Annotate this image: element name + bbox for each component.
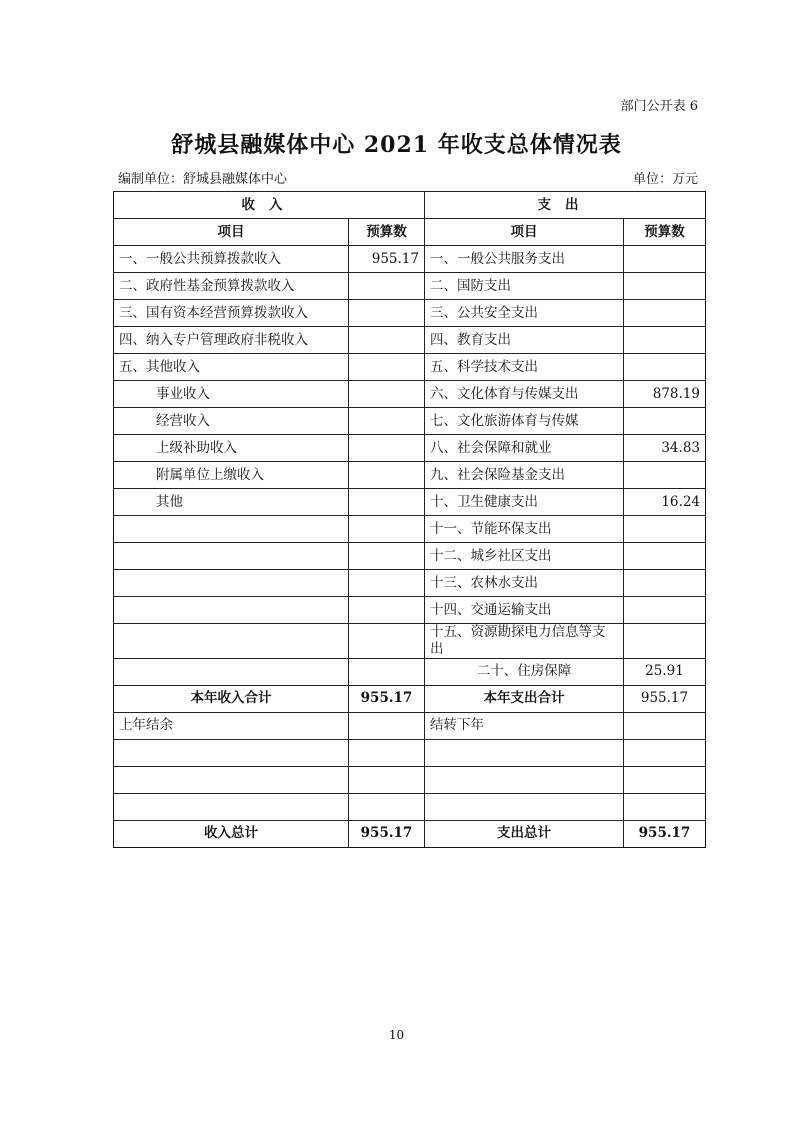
expense-item: 十三、农林水支出 [425, 570, 624, 597]
income-value [349, 435, 425, 462]
year-income-total: 955.17 [349, 685, 425, 712]
income-item: 五、其他收入 [114, 354, 349, 381]
income-value [349, 462, 425, 489]
year-total-row [114, 685, 706, 712]
empty-cell [349, 766, 425, 793]
expense-value: 25.91 [624, 658, 706, 685]
income-item [114, 658, 349, 685]
income-value [349, 327, 425, 354]
table-row [114, 624, 706, 659]
income-grand-total: 955.17 [349, 820, 425, 847]
table-row [114, 408, 706, 435]
expense-item: 一、一般公共服务支出 [425, 246, 624, 273]
empty-cell [349, 739, 425, 766]
income-grand-total-label: 收入总计 [114, 820, 349, 847]
year-expense-total-label: 本年支出合计 [425, 685, 624, 712]
empty-cell [624, 766, 706, 793]
page-title: 舒城县融媒体中心 2021 年收支总体情况表 [171, 132, 622, 158]
expense-value [624, 327, 706, 354]
expense-value [624, 597, 706, 624]
expense-value: 34.83 [624, 435, 706, 462]
expense-value [624, 246, 706, 273]
income-item [114, 570, 349, 597]
table-row [114, 766, 706, 793]
income-item [114, 543, 349, 570]
income-value [349, 273, 425, 300]
table-row [114, 354, 706, 381]
income-value [349, 300, 425, 327]
balance-row [114, 712, 706, 739]
table-row [114, 739, 706, 766]
expense-value [624, 462, 706, 489]
empty-cell [425, 739, 624, 766]
income-value [349, 624, 425, 659]
income-item: 事业收入 [114, 381, 349, 408]
expense-item: 二、国防支出 [425, 273, 624, 300]
expense-item: 九、社会保险基金支出 [425, 462, 624, 489]
expense-item-header: 项目 [425, 219, 624, 246]
page-number: 10 [388, 1028, 405, 1042]
income-item [114, 624, 349, 659]
expense-grand-total: 955.17 [624, 820, 706, 847]
expense-grand-total-label: 支出总计 [425, 820, 624, 847]
budget-table [113, 191, 706, 848]
expense-item: 十四、交通运输支出 [425, 597, 624, 624]
table-row [114, 516, 706, 543]
table-row [114, 570, 706, 597]
table-row [114, 273, 706, 300]
income-item: 上级补助收入 [114, 435, 349, 462]
empty-cell [425, 766, 624, 793]
expense-value: 878.19 [624, 381, 706, 408]
expense-item: 二十、住房保障 [425, 658, 624, 685]
income-item: 一、一般公共预算拨款收入 [114, 246, 349, 273]
column-header-row [114, 219, 706, 246]
empty-cell [114, 739, 349, 766]
expense-value [624, 300, 706, 327]
expense-item: 六、文化体育与传媒支出 [425, 381, 624, 408]
expense-section-header: 支出 [425, 192, 706, 219]
income-item: 三、国有资本经营预算拨款收入 [114, 300, 349, 327]
expense-value [624, 408, 706, 435]
expense-item: 十一、节能环保支出 [425, 516, 624, 543]
expense-value [624, 543, 706, 570]
prev-balance-value [349, 712, 425, 739]
table-row [114, 300, 706, 327]
table-row [114, 489, 706, 516]
income-budget-header: 预算数 [349, 219, 425, 246]
income-value: 955.17 [349, 246, 425, 273]
empty-cell [425, 793, 624, 820]
empty-cell [114, 793, 349, 820]
table-row [114, 381, 706, 408]
income-item-header: 项目 [114, 219, 349, 246]
expense-budget-header: 预算数 [624, 219, 706, 246]
compiling-unit: 编制单位：舒城县融媒体中心 [118, 172, 288, 187]
income-section-header: 收入 [114, 192, 425, 219]
expense-item: 三、公共安全支出 [425, 300, 624, 327]
expense-item: 十二、城乡社区支出 [425, 543, 624, 570]
expense-value [624, 570, 706, 597]
expense-item: 五、科学技术支出 [425, 354, 624, 381]
empty-cell [624, 739, 706, 766]
grand-total-row [114, 820, 706, 847]
income-value [349, 516, 425, 543]
income-value [349, 570, 425, 597]
income-item: 其他 [114, 489, 349, 516]
table-row [114, 543, 706, 570]
income-value [349, 597, 425, 624]
income-item: 二、政府性基金预算拨款收入 [114, 273, 349, 300]
expense-item: 八、社会保障和就业 [425, 435, 624, 462]
prev-balance-label: 上年结余 [114, 712, 349, 739]
expense-item: 四、教育支出 [425, 327, 624, 354]
income-item [114, 516, 349, 543]
expense-item: 十、卫生健康支出 [425, 489, 624, 516]
expense-value [624, 273, 706, 300]
income-value [349, 489, 425, 516]
income-value [349, 381, 425, 408]
income-item: 经营收入 [114, 408, 349, 435]
table-row [114, 327, 706, 354]
table-row [114, 597, 706, 624]
expense-value [624, 354, 706, 381]
table-row [114, 658, 706, 685]
empty-cell [624, 793, 706, 820]
table-row [114, 246, 706, 273]
currency-unit: 单位：万元 [632, 172, 698, 187]
expense-value [624, 516, 706, 543]
empty-cell [349, 793, 425, 820]
income-value [349, 354, 425, 381]
expense-item: 七、文化旅游体育与传媒 [425, 408, 624, 435]
year-expense-total: 955.17 [624, 685, 706, 712]
income-value [349, 658, 425, 685]
table-row [114, 462, 706, 489]
expense-item: 十五、资源勘探电力信息等支出 [425, 624, 624, 659]
income-item: 四、纳入专户管理政府非税收入 [114, 327, 349, 354]
table-row [114, 435, 706, 462]
income-value [349, 408, 425, 435]
income-value [349, 543, 425, 570]
form-number: 部门公开表 6 [620, 99, 698, 114]
carry-forward-value [624, 712, 706, 739]
empty-cell [114, 766, 349, 793]
section-header-row [114, 192, 706, 219]
year-income-total-label: 本年收入合计 [114, 685, 349, 712]
table-row [114, 793, 706, 820]
income-item: 附属单位上缴收入 [114, 462, 349, 489]
carry-forward-label: 结转下年 [425, 712, 624, 739]
income-item [114, 597, 349, 624]
expense-value: 16.24 [624, 489, 706, 516]
expense-value [624, 624, 706, 659]
